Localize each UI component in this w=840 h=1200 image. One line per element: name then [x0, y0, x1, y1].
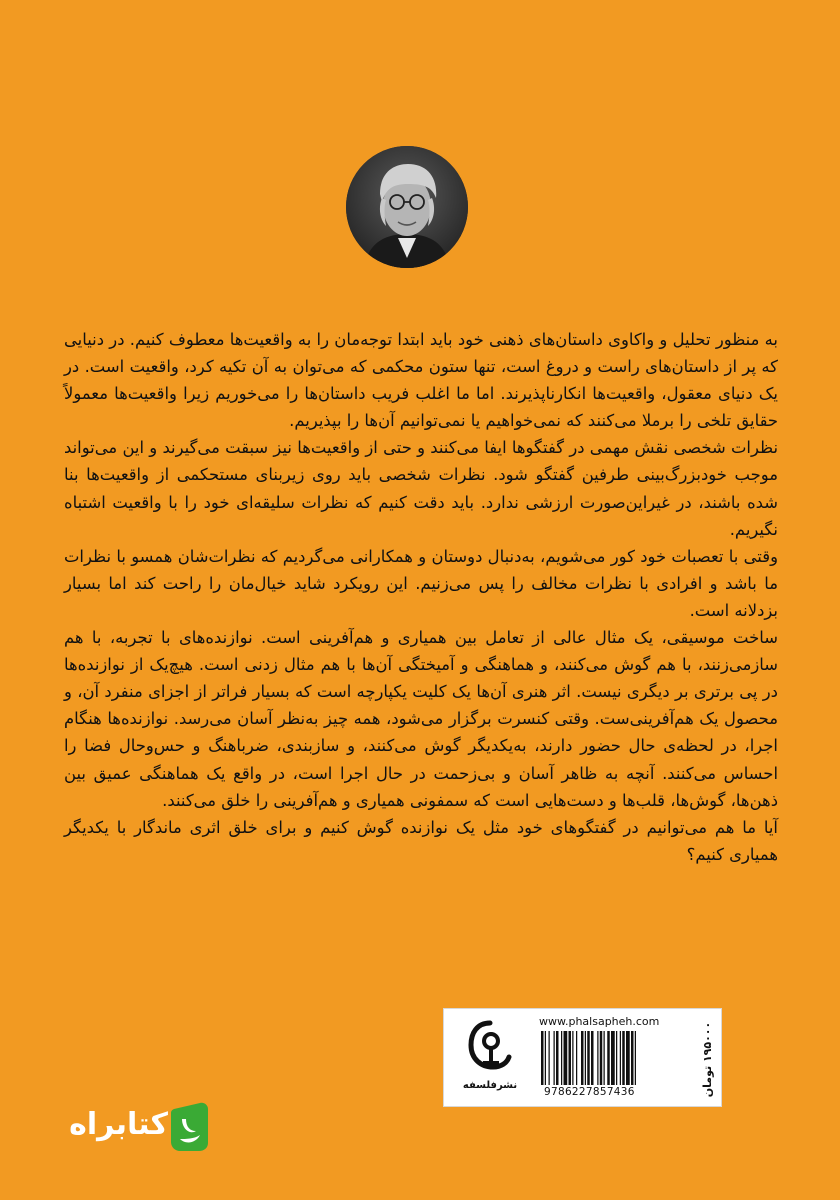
- back-cover-blurb: [64, 326, 778, 868]
- phalsapheh-logo-icon: [467, 1019, 513, 1071]
- ketabrah-logo-icon: [166, 1101, 212, 1153]
- blurb-paragraph: وقتی با تعصبات خود کور می‌شویم، به‌دنبال دوستان و همکارانی می‌گردیم که نظرات‌شان همسو با نظرات ما باشد و افرادی با نظرات مخالف را پس می‌زنیم. این رویکرد شاید خیال‌مان را راحت کند اما بسیار بزدلانه است.: [64, 546, 778, 620]
- author-portrait-icon: [346, 146, 468, 268]
- blurb-paragraph: به منظور تحلیل و واکاوی داستان‌های ذهنی خود باید ابتدا توجه‌مان را به واقعیت‌ها معطوف کنیم. در دنیایی که پر از داستان‌های راست و دروغ است، تنها ستون محکمی که می‌توان به آن تکیه کرد، واقعیت است. در یک دنیای معقول، واقعیت‌ها انکارناپذیرند. اما ما اغلب فریب داستان‌ها را می‌خوریم زیرا واقعیت‌ها معمولاً حقایق تلخی را برملا می‌کنند که نمی‌خواهیم یا نمی‌توانیم آن‌ها را بپذیریم.: [64, 330, 778, 431]
- blurb-paragraph: آیا ما هم می‌توانیم در گفتگوهای خود مثل یک نوازنده گوش کنیم و برای خلق اثری ماندگار با یکدیگر همیاری کنیم؟: [64, 817, 778, 864]
- barcode-icon: [539, 1031, 695, 1085]
- publisher-logo: [450, 1015, 530, 1099]
- isbn-number: 9786227857436: [544, 1086, 635, 1098]
- author-portrait: [346, 146, 468, 268]
- ketabrah-watermark: [38, 1095, 218, 1165]
- ketabrah-text: کتابراه: [69, 1107, 168, 1142]
- publisher-name: نشرفلسفه: [462, 1080, 518, 1091]
- barcode-panel: [443, 1008, 722, 1107]
- price-text: ۱۹۵۰۰۰ تومان: [701, 1021, 715, 1097]
- website-url: www.phalsapheh.com: [539, 1015, 660, 1028]
- blurb-paragraph: ساخت موسیقی، یک مثال عالی از تعامل بین همیاری و هم‌آفرینی است. نوازنده‌های با تجربه، با هم سازمی‌زنند، با هم گوش می‌کنند، و هماهنگی و آمیختگی آن‌ها با هم مثال زدنی است. هیچ‌یک از نوازنده‌ها در پی برتری بر دیگری نیست. اثر هنری آن‌ها یک کلیت یکپارچه است که بسیار فراتر از اجزای منفرد آن، و محصول یک هم‌آفرینی‌ست. وقتی کنسرت برگزار می‌شود، همه چیز به‌نظر آسان می‌رسد. نوازنده‌ها هنگام اجرا، در لحظه‌ی حال حضور دارند، به‌یکدیگر گوش می‌کنند، و سازبندی، ضرباهنگ و حس‌وحال فضا را احساس می‌کنند. آنچه به ظاهر آسان و بی‌زحمت در حال اجرا است، در واقع یک هماهنگی عمیق بین ذهن‌ها، گوش‌ها، قلب‌ها و دست‌هایی است که سمفونی همیاری و هم‌آفرینی را خلق می‌کنند.: [64, 628, 778, 810]
- price-label: [696, 1017, 720, 1101]
- blurb-paragraph: نظرات شخصی نقش مهمی در گفتگوها ایفا می‌کنند و حتی از واقعیت‌ها نیز سبقت می‌گیرند و این می‌تواند موجب خودبزرگ‌بینی طرفین گفتگو شود. نظرات شخصی باید روی زیربنای مستحکمی از واقعیت‌ها بنا شده باشند، در غیراین‌صورت ارزشی ندارد. باید دقت کنیم که نظرات سلیقه‌ای خود را با واقعیت اشتباه نگیریم.: [64, 438, 778, 539]
